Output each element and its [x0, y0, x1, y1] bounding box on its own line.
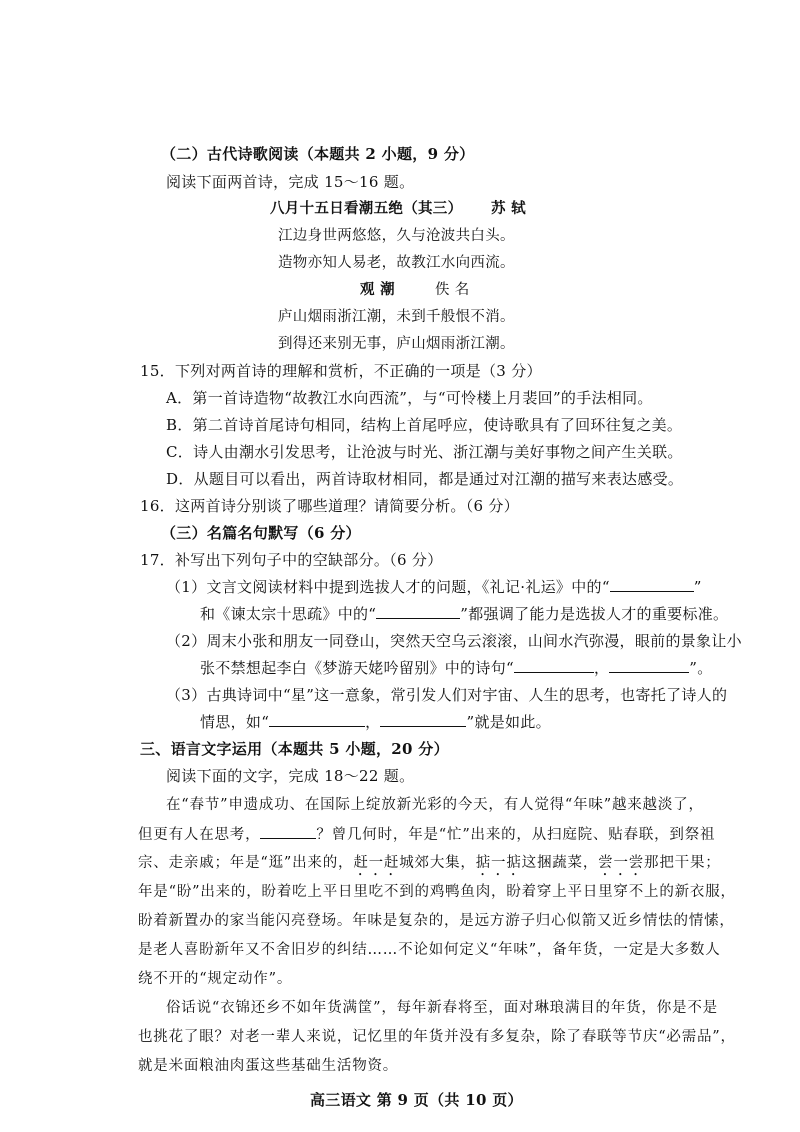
passage-line: 俗话说“衣锦还乡不如年货满筐”，每年新春将至，面对琳琅满目的年货，你是不是 — [166, 1000, 718, 1016]
passage-line: 年是“盼”出来的，盼着吃上平日里吃不到的鸡鸭鱼肉，盼着穿上平日里穿不上的新衣服， — [138, 884, 736, 900]
poem1-line1: 江边身世两悠悠，久与沧波共白头。 — [278, 228, 515, 244]
q17-item3-line1: （3）古典诗词中“星”这一意象，常引发人们对宇宙、人生的思考，也寄托了诗人的 — [166, 686, 728, 704]
answer-blank[interactable] — [610, 577, 694, 592]
passage-line: 在“春节”申遗成功、在国际上绽放新光彩的今天，有人觉得“年味”越来越淡了， — [166, 797, 704, 813]
q16-stem: 16．这两首诗分别谈了哪些道理？请简要分析。（6 分） — [140, 497, 520, 515]
q15-stem: 15．下列对两首诗的理解和赏析，不正确的一项是（3 分） — [140, 362, 542, 380]
passage-line: 宗、走亲戚；年是“逛”出来的，赶一赶城郊大集，掂一掂这捆蔬菜，尝一尝那把干果； — [138, 855, 721, 871]
poem2-title: 观 潮 — [360, 281, 395, 298]
answer-blank[interactable] — [609, 658, 689, 673]
q17-item2-line1: （2）周末小张和朋友一同登山，突然天空乌云滚滚，山间水汽弥漫，眼前的景象让小 — [166, 632, 742, 650]
answer-blank[interactable] — [380, 712, 466, 727]
q17-item2-line2: 张不禁想起李白《梦游天姥吟留别》中的诗句“ ， ”。 — [200, 659, 713, 677]
section3-heading: （三）名篇名句默写（6 分） — [161, 524, 361, 542]
poem1-line2: 造物亦知人易老，故教江水向西流。 — [278, 255, 515, 271]
passage-line: 也挑花了眼？对老一辈人来说，记忆里的年货并没有多复杂，除了春联等节庆“必需品”， — [138, 1029, 736, 1045]
page-footer: 高三语文 第 9 页（共 10 页） — [310, 1091, 523, 1109]
poem2-author: 佚 名 — [435, 282, 470, 298]
q17-stem: 17．补写出下列句子中的空缺部分。（6 分） — [140, 551, 443, 569]
answer-blank[interactable] — [514, 658, 594, 673]
q17-item3-line2: 情思，如“ ， ”就是如此。 — [200, 713, 551, 731]
poem1-title: 八月十五日看潮五绝（其三） — [270, 200, 463, 217]
q15-option-a: A．第一首诗造物“故教江水向西流”，与“可怜楼上月裴回”的手法相同。 — [166, 389, 653, 407]
passage-line: 就是米面粮油肉蛋这些基础生活物资。 — [138, 1058, 399, 1074]
q15-option-d: D．从题目可以看出，两首诗取材相同，都是通过对江潮的描写来表达感受。 — [166, 470, 684, 488]
q15-option-b: B．第二首诗首尾诗句相同，结构上首尾呼应，使诗歌具有了回环往复之美。 — [166, 416, 683, 434]
q17-item1-line2: 和《谏太宗十思疏》中的“ ”都强调了能力是选拔人才的重要标准。 — [200, 605, 729, 623]
answer-blank[interactable] — [376, 604, 460, 619]
passage-line: 但更有人在思考， ？曾几何时，年是“忙”出来的，从扫庭院、贴春联，到祭祖 — [138, 824, 715, 845]
q17-item1-line1: （1）文言文阅读材料中提到选拔人才的问题，《礼记·礼运》中的“ ” — [166, 578, 702, 596]
part3-heading: 三、语言文字运用（本题共 5 小题，20 分） — [140, 740, 449, 758]
answer-blank[interactable] — [269, 712, 365, 727]
section2-instruction: 阅读下面两首诗，完成 15～16 题。 — [166, 173, 415, 191]
poem1-author: 苏 轼 — [491, 200, 526, 217]
passage-blank[interactable] — [260, 824, 316, 839]
passage-line: 绕不开的“规定动作”。 — [138, 971, 293, 987]
poem2-line2: 到得还来别无事，庐山烟雨浙江潮。 — [278, 336, 515, 352]
section2-heading: （二）古代诗歌阅读（本题共 2 小题，9 分） — [161, 145, 475, 163]
q15-option-c: C．诗人由潮水引发思考，让沧波与时光、浙江潮与美好事物之间产生关联。 — [166, 443, 683, 461]
passage-line: 是老人喜盼新年又不舍旧岁的纠结……不论如何定义“年味”，备年货，一定是大多数人 — [138, 942, 721, 958]
passage-line: 盼着新置办的家当能闪亮登场。年味是复杂的，是远方游子归心似箭又近乡情怯的情愫， — [138, 913, 735, 929]
part3-instruction: 阅读下面的文字，完成 18～22 题。 — [166, 767, 415, 785]
poem2-line1: 庐山烟雨浙江潮，未到千般恨不消。 — [278, 309, 515, 325]
